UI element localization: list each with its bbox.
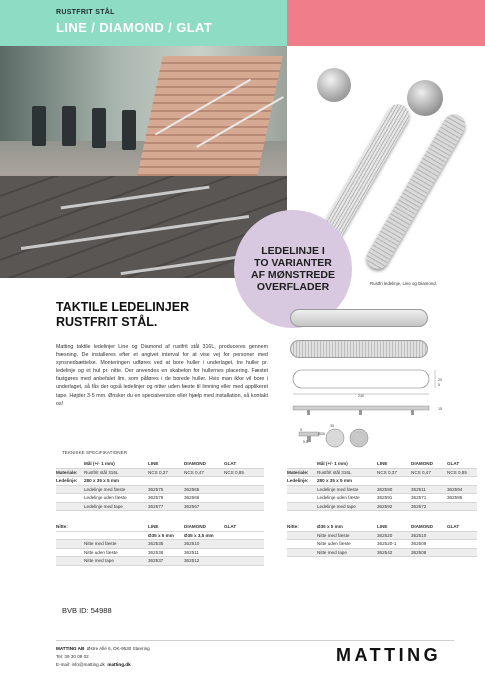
cell: 362565 (184, 486, 200, 492)
table-row (56, 540, 264, 549)
table-header-row (287, 460, 477, 469)
table-row (287, 549, 477, 558)
table-row (287, 532, 477, 541)
table-row (56, 557, 264, 566)
col-header: DIAMOND (184, 524, 206, 530)
col-header: LINE (377, 524, 388, 530)
table-header-row (287, 523, 477, 532)
cell: 362577 (148, 503, 164, 509)
col-header: GLAT (447, 524, 460, 530)
col-header: DIAMOND (411, 461, 433, 467)
cell: 362576 (148, 495, 164, 501)
cell: 362537 (148, 558, 164, 564)
bubble-line: AF MØNSTREDE (251, 269, 335, 281)
col-header: LINE (377, 461, 388, 467)
footer-company: MATTING AB (56, 646, 85, 651)
cell: Ledelinje uden fæste (84, 495, 127, 501)
cell: Rustfrit stål 316L (317, 469, 352, 475)
cell: Ledelinje med tape (84, 503, 123, 509)
cell: NCS 0,85 (447, 469, 467, 475)
cell: 362566 (184, 495, 200, 501)
bubble-text (245, 245, 341, 293)
cell: NCS 0,85 (224, 469, 244, 475)
cell: 362567 (184, 503, 200, 509)
table-row (287, 486, 477, 495)
profile-diamond-render (290, 340, 428, 358)
table-row (56, 532, 264, 541)
cell: 362511 (184, 549, 199, 555)
cell: Rustfrit stål 316L (84, 469, 119, 475)
stud-diamond (407, 80, 443, 116)
cell: 362510 (411, 532, 427, 538)
bubble-line: OVERFLADER (256, 281, 330, 293)
footer-address: Østre Allé 6, DK-9530 Støvring (86, 646, 150, 651)
cell: 362520 (377, 532, 393, 538)
photo-gate (62, 106, 76, 146)
footer-contact (56, 645, 150, 669)
main-title (56, 300, 266, 330)
col-header: DIAMOND (411, 524, 433, 530)
table-row (56, 494, 264, 503)
cell: 362571 (411, 495, 427, 501)
profile-line-render (290, 309, 428, 327)
header-title: LINE / DIAMOND / GLAT (56, 20, 213, 35)
photo-gate (122, 110, 136, 150)
cell: 280 x 35 x 5 mm (84, 478, 119, 484)
col-header: LINE (148, 461, 159, 467)
table-row (287, 469, 477, 478)
dim-length: 240 (358, 394, 364, 398)
table-row (287, 494, 477, 503)
cell: 362508 (411, 549, 427, 555)
col-header: Mål (+/- 1 mm) (84, 461, 115, 467)
cell: 362594 (447, 486, 463, 492)
table-row (287, 540, 477, 549)
cell: 362509 (411, 541, 427, 547)
dim-height-2: 15 (438, 407, 442, 411)
cell: Materiale: (56, 469, 78, 475)
cell: Ø35 x 3,5 mm (184, 532, 214, 538)
photo-gate (32, 106, 46, 146)
cell: 362590 (377, 486, 393, 492)
cell: 362575 (148, 486, 164, 492)
cell: 362535 (148, 541, 164, 547)
cell: Ø35 x 5 mm (148, 532, 174, 538)
cell: Ledelinje: (56, 478, 78, 484)
cell: 362510 (184, 541, 200, 547)
cell: 362512 (184, 558, 200, 564)
table-row (287, 503, 477, 512)
cell: NCS 0,37 (148, 469, 168, 475)
cell: 362591 (377, 495, 393, 501)
cell: Ledelinje uden fæste (317, 495, 360, 501)
spec-table-left (56, 460, 264, 566)
cell: Ledelinje: (287, 478, 309, 484)
footer-phone: Tel: 39 30 08 02 (56, 654, 89, 659)
cell: Nitte med tape (84, 558, 114, 564)
cell: Nitte: (56, 524, 68, 530)
cell: NCS 0,47 (184, 469, 204, 475)
cell: 362511 (411, 486, 426, 492)
table-row (56, 486, 264, 495)
table-row (56, 549, 264, 558)
cell: Nitte: (287, 524, 299, 530)
footer-email[interactable]: E-mail: info@matting.dk (56, 662, 105, 667)
bubble-line: TO VARIANTER (254, 257, 332, 269)
stud-glat (317, 68, 351, 102)
cell: NCS 0,37 (377, 469, 397, 475)
table-header-row (56, 460, 264, 469)
cell: Nitte uden fæste (317, 541, 351, 547)
col-header: GLAT (224, 524, 237, 530)
cell: Nitte med fæste (317, 532, 350, 538)
cell: 362592 (377, 503, 393, 509)
header-band-right (287, 0, 485, 46)
cell: 362520-1 (377, 541, 397, 547)
dim-diameter: Ø35 (318, 432, 325, 436)
col-header: Mål (+/- 1 mm) (317, 461, 348, 467)
bvb-id: BVB ID: 54988 (62, 606, 112, 615)
cell: Ledelinje med fæste (84, 486, 126, 492)
col-header: GLAT (224, 461, 237, 467)
photo-gate (92, 108, 106, 148)
footer-website[interactable]: matting.dk (107, 662, 131, 667)
table-header-row (56, 523, 264, 532)
cell: NCS 0,47 (411, 469, 431, 475)
cell: 362542 (377, 549, 393, 555)
col-header: DIAMOND (184, 461, 206, 467)
cell: 362572 (411, 503, 427, 509)
cell: 362536 (148, 549, 164, 555)
spec-heading: TEKNISKE SPECIFIKATIONER (62, 450, 128, 455)
cell: Nitte uden fæste (84, 549, 118, 555)
technical-drawing (287, 360, 447, 470)
cell: Materiale: (287, 469, 309, 475)
main-title-line: TAKTILE LEDELINJER (56, 300, 190, 314)
cell: Ledelinje med tape (317, 503, 356, 509)
matting-logo: MATTING (336, 645, 442, 665)
dim-height-small: 5 (438, 383, 440, 387)
product-caption: Rustfri ledelinje, Line og Diamond. (370, 281, 437, 286)
table-row (56, 469, 264, 478)
col-header: Ø35 x 5 mm (317, 524, 343, 530)
dim-pin: 5,5 (303, 440, 308, 444)
main-title-line: RUSTFRIT STÅL. (56, 315, 158, 329)
cell: Ledelinje med fæste (317, 486, 359, 492)
footer-divider (56, 640, 454, 641)
table-row (287, 477, 477, 486)
dim-stud-height: 5 (300, 428, 302, 432)
bubble-line: LEDELINJE I (261, 245, 325, 257)
photo-staircase (137, 56, 283, 176)
cell: Nitte med fæste (84, 541, 117, 547)
dim-width: 35 (330, 424, 334, 428)
main-description: Matting taktile ledelinjer Line og Diamond af rustfrit stål 316L, produceres gennem fræsning. De installeres efter et angivet interval for at vise vej for personer med synsnedsættelse. Monteringen udføres ved at bore huller i underlaget, tre huller pr. ledelinje og et hul pr. nitte. Der anvendes en skabelon for hullernes placering. Fæstet fastgøres med anbefalet lim, som påføres i de borede huller. Hvis man ikke vil bore i underlaget, så fås der også ledelinjer og nitter uden fæste til limning eller med applikeret tape. Højder 3-5 mm. Ønsker du en specialversion eller hjælp med installation, så kontakt os! (56, 344, 268, 407)
col-header: GLAT (447, 461, 460, 467)
col-header: LINE (148, 524, 159, 530)
dim-height: 20 (438, 378, 442, 382)
spec-table-right (287, 460, 477, 557)
table-row (56, 477, 264, 486)
header-subtitle: RUSTFRIT STÅL (56, 9, 115, 16)
cell: Nitte med tape (317, 549, 347, 555)
cell: 362595 (447, 495, 463, 501)
table-row (56, 503, 264, 512)
cell: 280 x 35 x 5 mm (317, 478, 352, 484)
